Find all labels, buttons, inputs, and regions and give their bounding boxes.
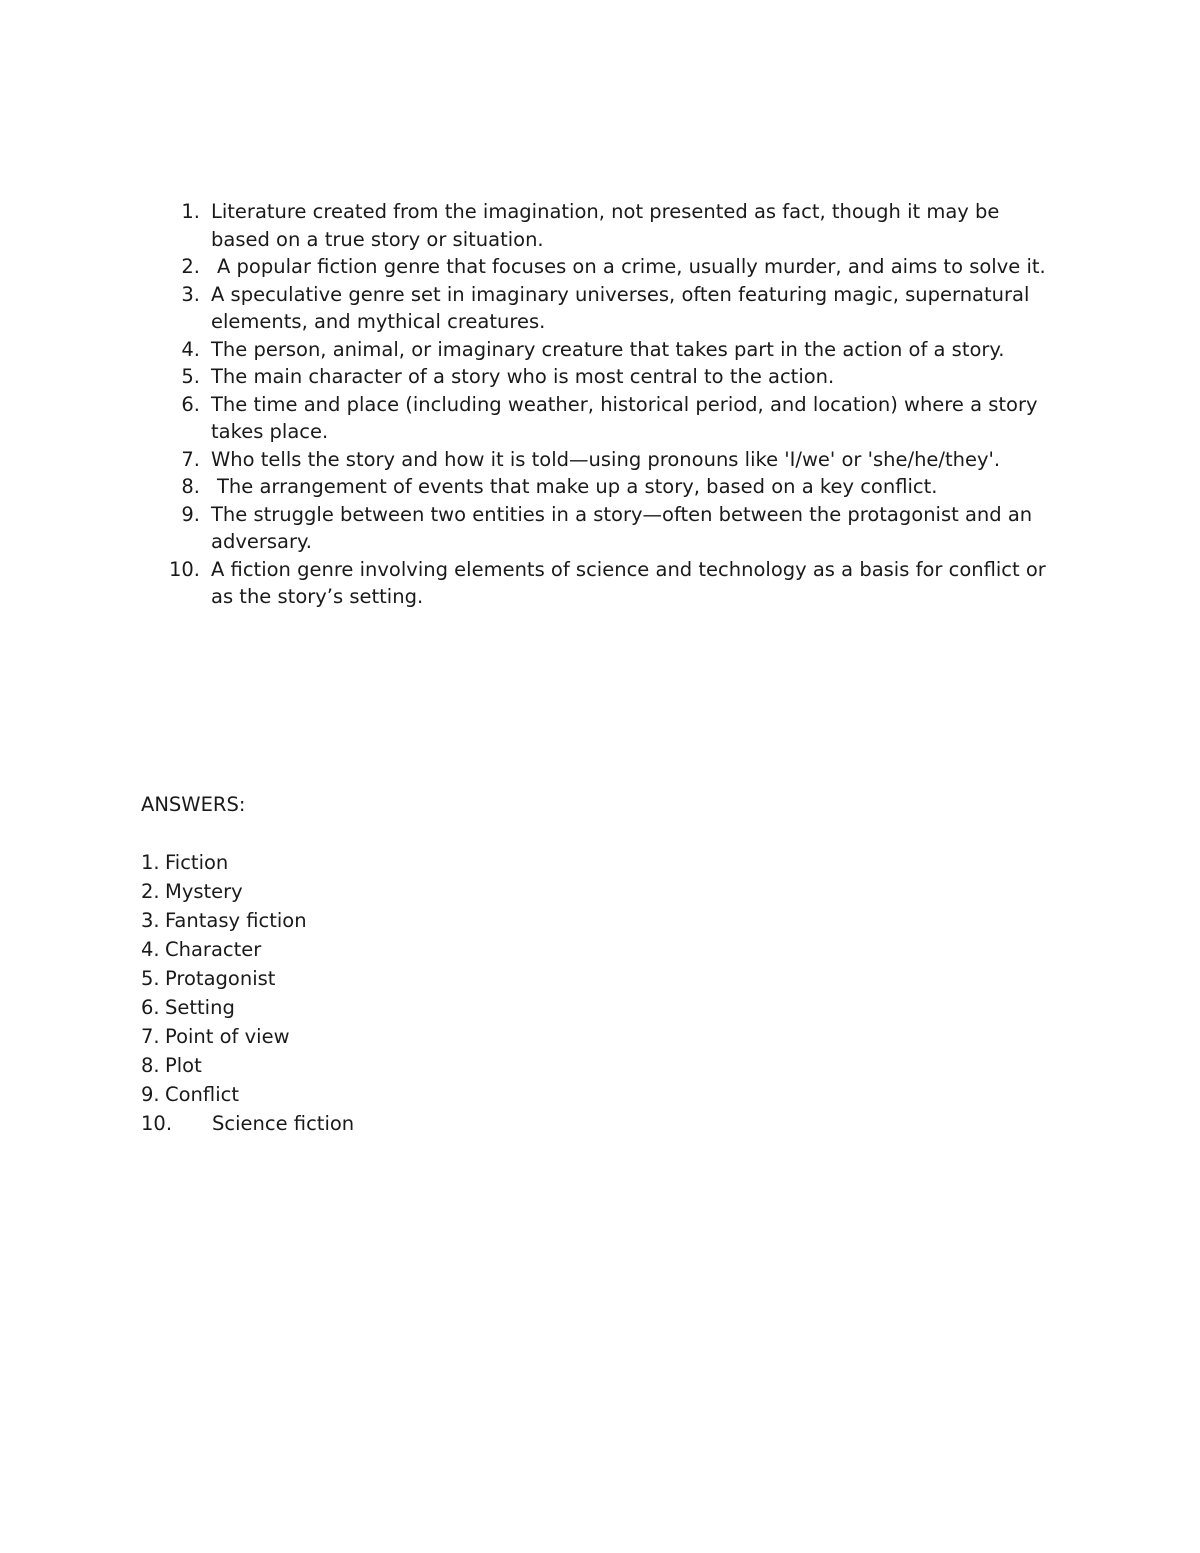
answer-text: Character (165, 938, 262, 961)
answer-number: 10. (141, 1112, 173, 1135)
answer-item (141, 848, 354, 877)
questions-list (0, 198, 1200, 611)
answer-text: Mystery (165, 880, 243, 903)
answer-text: Protagonist (165, 967, 276, 990)
question-item (0, 281, 1200, 336)
answer-item (141, 1022, 354, 1051)
answer-number: 3. (141, 909, 160, 932)
question-text: The arrangement of events that make up a story, based on a key conflict. (217, 475, 938, 498)
question-number: 8. (181, 475, 200, 498)
answer-item (141, 1080, 354, 1109)
answer-item (141, 1109, 354, 1138)
question-number: 7. (181, 447, 200, 471)
answer-number: 7. (141, 1025, 160, 1048)
question-number: 9. (181, 502, 200, 526)
answer-number: 8. (141, 1054, 160, 1077)
question-item (0, 198, 1200, 253)
question-number: 3. (181, 282, 200, 306)
question-item (0, 473, 1200, 501)
answer-text: Point of view (165, 1025, 290, 1048)
question-text: A speculative genre set in imaginary universes, often featuring magic, supernatural elements, and mythical creatures. (211, 282, 1030, 333)
answer-number: 1. (141, 851, 160, 874)
answer-number: 9. (141, 1083, 160, 1106)
answer-number: 4. (141, 938, 160, 961)
answer-number: 6. (141, 996, 160, 1019)
question-number: 6. (181, 392, 200, 416)
answer-item (141, 935, 354, 964)
answer-item (141, 906, 354, 935)
question-number: 2. (181, 255, 200, 278)
question-text: A popular fiction genre that focuses on a crime, usually murder, and aims to solve it. (217, 255, 1046, 278)
question-number: 10. (168, 557, 200, 581)
question-item (0, 556, 1200, 611)
question-text: The time and place (including weather, historical period, and location) where a story takes place. (211, 392, 1038, 443)
answer-item (141, 877, 354, 906)
question-item (0, 336, 1200, 364)
question-number: 1. (181, 200, 200, 223)
question-number: 4. (181, 337, 200, 361)
question-item (0, 501, 1200, 556)
answer-text: Conflict (165, 1083, 239, 1106)
answer-number: 5. (141, 967, 160, 990)
answers-heading: ANSWERS: (141, 793, 246, 816)
answer-number: 2. (141, 880, 160, 903)
question-item (0, 446, 1200, 474)
answer-text: Plot (165, 1054, 202, 1077)
question-text: The main character of a story who is most central to the action. (211, 365, 835, 388)
answer-item (141, 964, 354, 993)
question-text: Who tells the story and how it is told—using pronouns like 'I/we' or 'she/he/they'. (211, 447, 1001, 471)
answers-list (141, 848, 354, 1138)
answer-text: Fantasy fiction (165, 909, 307, 932)
answer-text: Science fiction (212, 1112, 355, 1135)
question-text: The person, animal, or imaginary creature that takes part in the action of a story. (211, 337, 1005, 361)
answer-text: Fiction (165, 851, 229, 874)
question-item (0, 363, 1200, 391)
answer-text: Setting (165, 996, 235, 1019)
question-item (0, 253, 1200, 281)
question-item (0, 391, 1200, 446)
question-text: The struggle between two entities in a story—often between the protagonist and an adversary. (211, 502, 1033, 553)
question-number: 5. (181, 365, 200, 388)
question-text: Literature created from the imagination, not presented as fact, though it may be based on a true story or situation. (211, 200, 1000, 251)
answer-item (141, 993, 354, 1022)
answer-item (141, 1051, 354, 1080)
question-text: A fiction genre involving elements of science and technology as a basis for conflict or as the story’s setting. (211, 557, 1046, 608)
